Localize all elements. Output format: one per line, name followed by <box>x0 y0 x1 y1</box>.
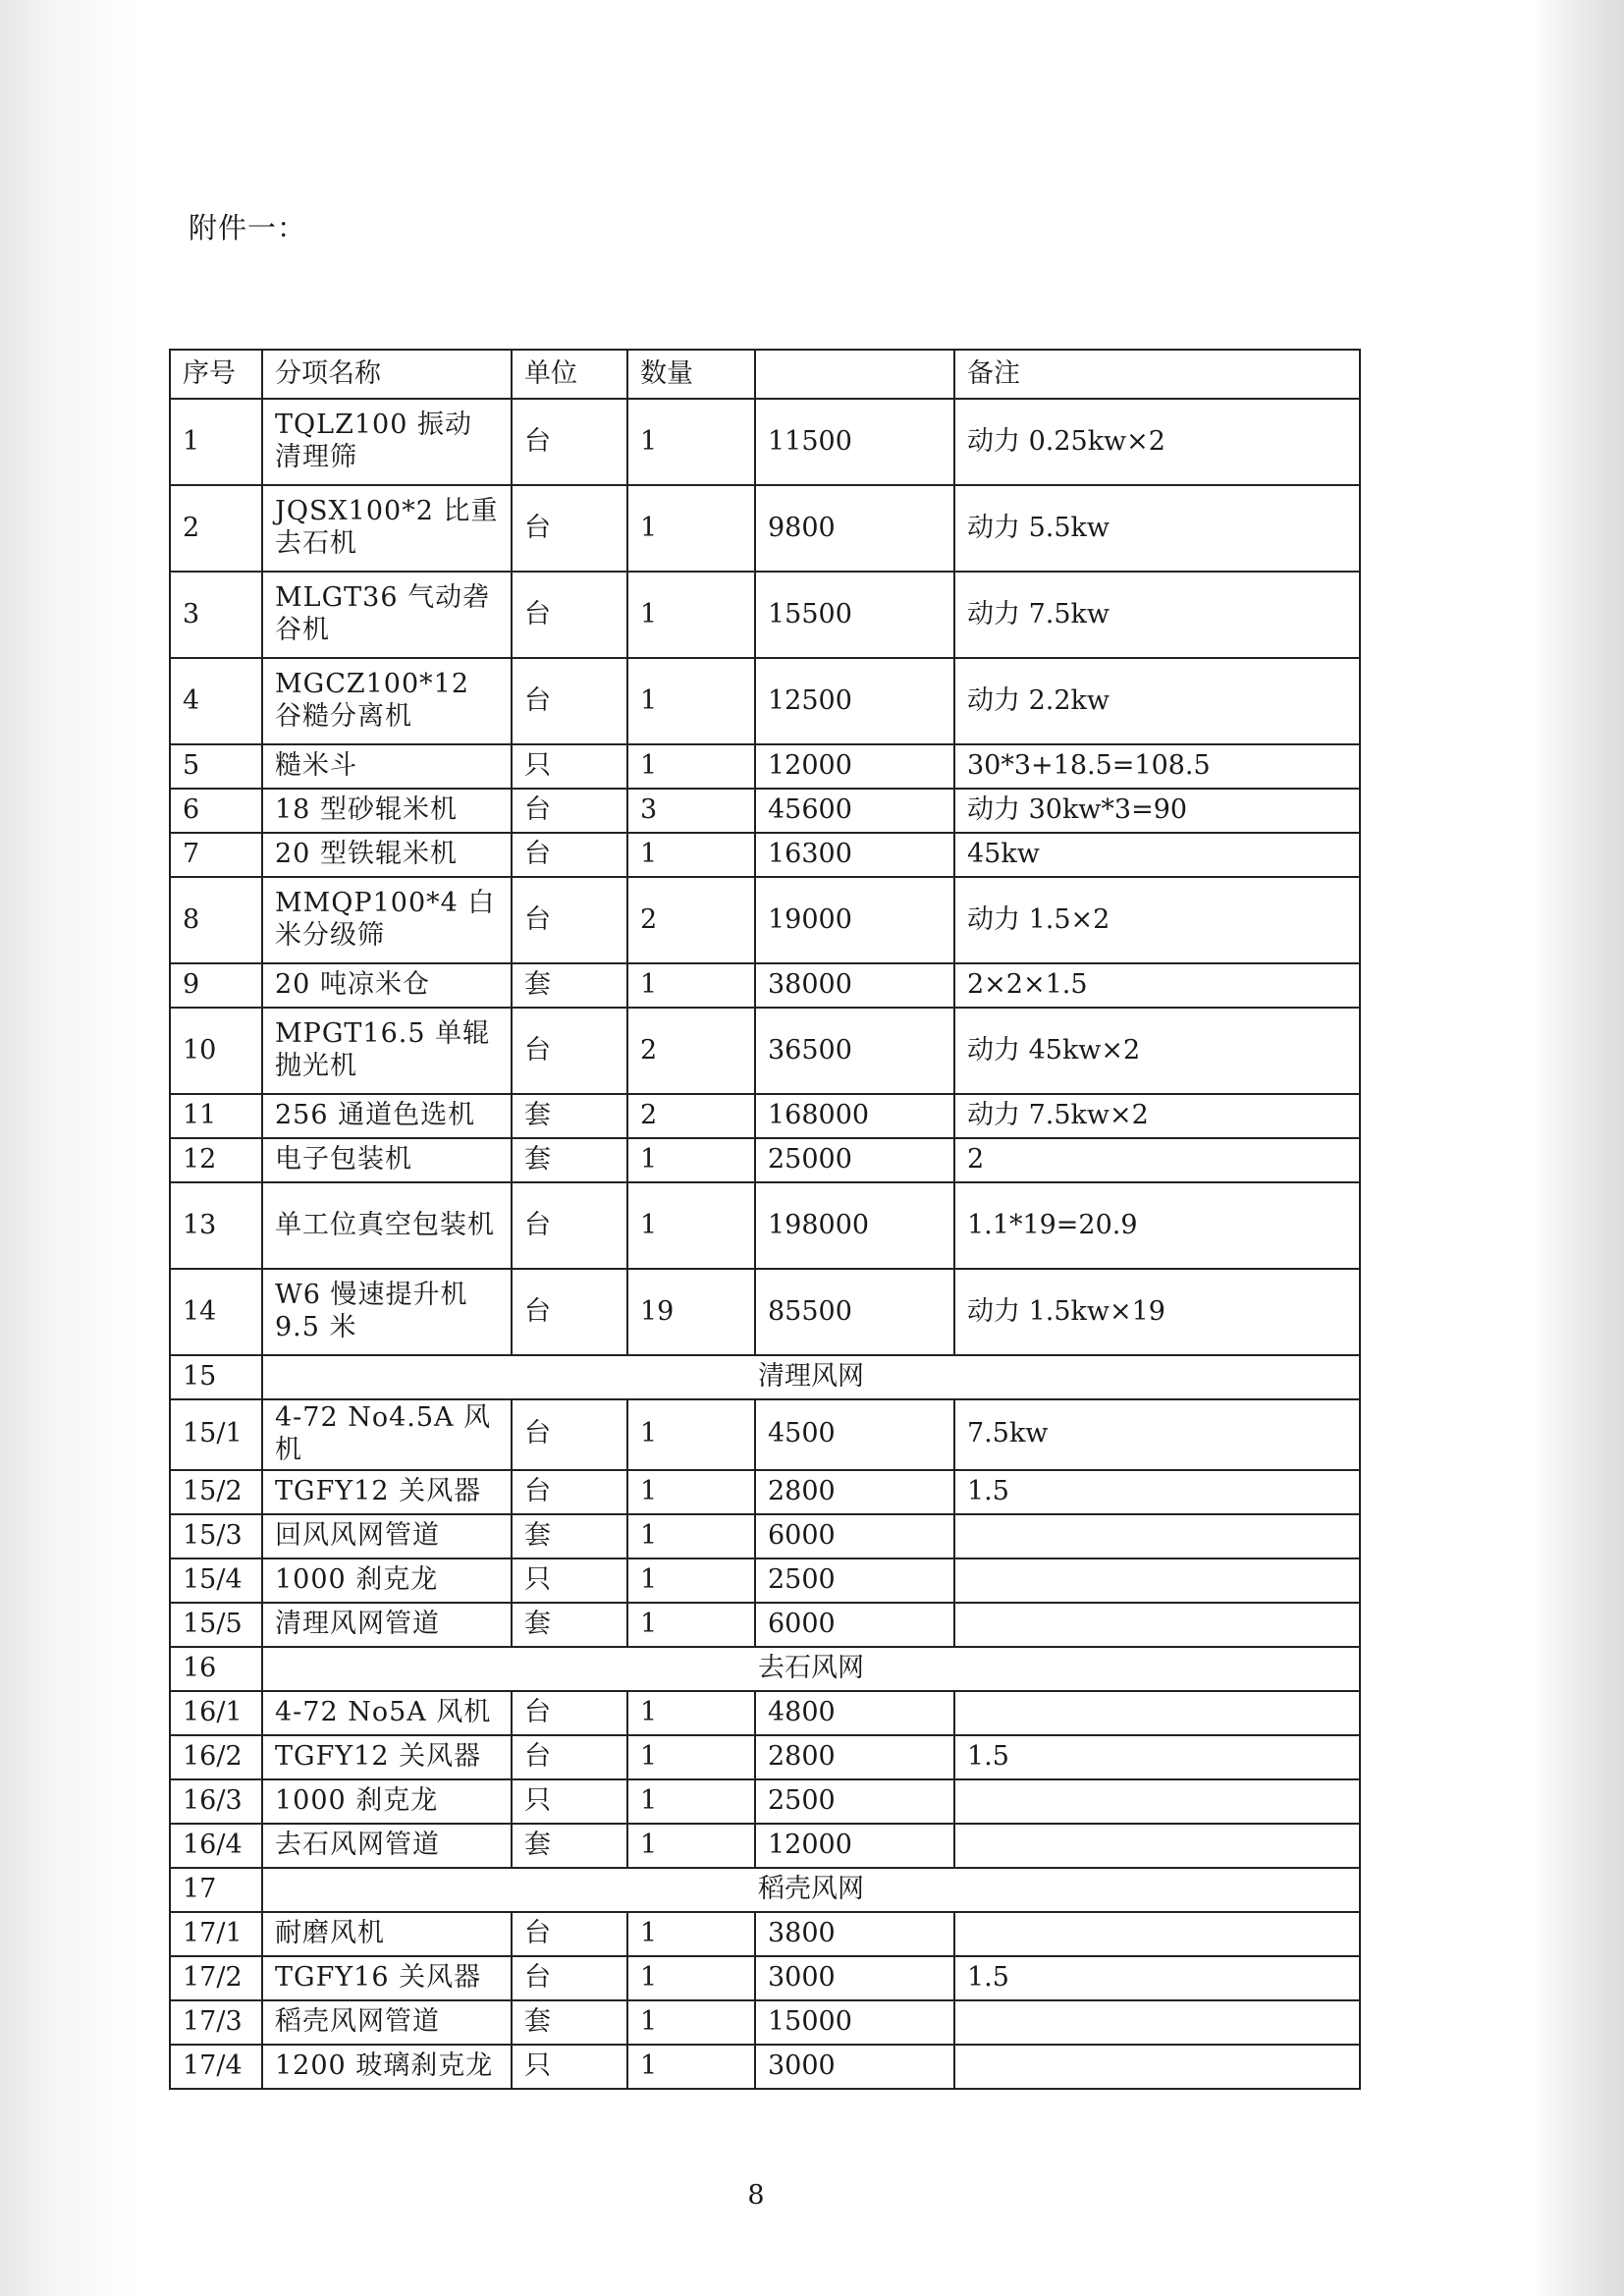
unit: 套 <box>512 963 627 1008</box>
row-number: 17/1 <box>170 1912 262 1956</box>
row-number: 15/1 <box>170 1399 262 1470</box>
row-number: 5 <box>170 744 262 789</box>
row-number: 15/3 <box>170 1514 262 1558</box>
row-number: 11 <box>170 1094 262 1138</box>
row-number: 16/2 <box>170 1735 262 1779</box>
row-number: 16/1 <box>170 1691 262 1735</box>
table-row <box>170 658 1360 744</box>
note: 动力 45kw×2 <box>954 1008 1360 1094</box>
quantity: 1 <box>627 1138 755 1182</box>
unit: 台 <box>512 1956 627 2000</box>
item-name: TGFY16 关风器 <box>262 1956 512 2000</box>
unit: 台 <box>512 1912 627 1956</box>
item-name: 耐磨风机 <box>262 1912 512 1956</box>
quantity: 2 <box>627 1008 755 1094</box>
quantity: 1 <box>627 1514 755 1558</box>
unit: 台 <box>512 572 627 658</box>
row-number: 14 <box>170 1269 262 1355</box>
table-row <box>170 1603 1360 1647</box>
table-row <box>170 1514 1360 1558</box>
item-name: MLGT36 气动砻谷机 <box>262 572 512 658</box>
quantity: 1 <box>627 1824 755 1868</box>
row-number: 7 <box>170 833 262 877</box>
price: 11500 <box>755 399 954 485</box>
note: 45kw <box>954 833 1360 877</box>
note <box>954 1824 1360 1868</box>
price: 36500 <box>755 1008 954 1094</box>
row-number: 15/2 <box>170 1470 262 1514</box>
price: 3000 <box>755 1956 954 2000</box>
quantity: 1 <box>627 1399 755 1470</box>
quantity: 1 <box>627 744 755 789</box>
table-row <box>170 1735 1360 1779</box>
table-row <box>170 1269 1360 1355</box>
price: 9800 <box>755 485 954 572</box>
row-number: 4 <box>170 658 262 744</box>
col-header-note: 备注 <box>954 350 1360 399</box>
quantity: 1 <box>627 2045 755 2089</box>
table-row <box>170 744 1360 789</box>
unit: 台 <box>512 1470 627 1514</box>
item-name: MGCZ100*12 谷糙分离机 <box>262 658 512 744</box>
group-row <box>170 1868 1360 1912</box>
table-row <box>170 833 1360 877</box>
row-number: 9 <box>170 963 262 1008</box>
unit: 台 <box>512 1691 627 1735</box>
quantity: 1 <box>627 485 755 572</box>
item-name: 4-72 No5A 风机 <box>262 1691 512 1735</box>
unit: 台 <box>512 789 627 833</box>
item-name: 电子包装机 <box>262 1138 512 1182</box>
unit: 只 <box>512 1779 627 1824</box>
row-number: 16/3 <box>170 1779 262 1824</box>
unit: 台 <box>512 658 627 744</box>
item-name: 20 吨凉米仓 <box>262 963 512 1008</box>
col-header-name: 分项名称 <box>262 350 512 399</box>
note: 1.1*19=20.9 <box>954 1182 1360 1269</box>
price: 12500 <box>755 658 954 744</box>
col-header-price <box>755 350 954 399</box>
table-row <box>170 1094 1360 1138</box>
note: 动力 7.5kw×2 <box>954 1094 1360 1138</box>
price: 198000 <box>755 1182 954 1269</box>
note: 动力 5.5kw <box>954 485 1360 572</box>
note: 30*3+18.5=108.5 <box>954 744 1360 789</box>
row-number: 15/5 <box>170 1603 262 1647</box>
item-name: 256 通道色选机 <box>262 1094 512 1138</box>
header-row <box>170 350 1360 399</box>
note <box>954 1514 1360 1558</box>
table-row <box>170 963 1360 1008</box>
note <box>954 1779 1360 1824</box>
price: 12000 <box>755 744 954 789</box>
item-name: TQLZ100 振动清理筛 <box>262 399 512 485</box>
table-row <box>170 1182 1360 1269</box>
row-number: 10 <box>170 1008 262 1094</box>
col-header-qty: 数量 <box>627 350 755 399</box>
group-number: 15 <box>170 1355 262 1399</box>
item-name: TGFY12 关风器 <box>262 1470 512 1514</box>
table-row <box>170 572 1360 658</box>
table-row <box>170 399 1360 485</box>
note: 2×2×1.5 <box>954 963 1360 1008</box>
note: 1.5 <box>954 1470 1360 1514</box>
table-row <box>170 1912 1360 1956</box>
price: 168000 <box>755 1094 954 1138</box>
item-name: 稻壳风网管道 <box>262 2000 512 2045</box>
table-row <box>170 789 1360 833</box>
item-name: 去石风网管道 <box>262 1824 512 1868</box>
table-row <box>170 1008 1360 1094</box>
price: 6000 <box>755 1603 954 1647</box>
item-name: 糙米斗 <box>262 744 512 789</box>
col-header-unit: 单位 <box>512 350 627 399</box>
table-row <box>170 2000 1360 2045</box>
quantity: 3 <box>627 789 755 833</box>
equipment-table <box>169 349 1361 2090</box>
table-row <box>170 1824 1360 1868</box>
row-number: 2 <box>170 485 262 572</box>
row-number: 16/4 <box>170 1824 262 1868</box>
item-name: 1000 刹克龙 <box>262 1779 512 1824</box>
note: 2 <box>954 1138 1360 1182</box>
price: 3800 <box>755 1912 954 1956</box>
note <box>954 2000 1360 2045</box>
group-title: 清理风网 <box>262 1355 1360 1399</box>
unit: 套 <box>512 1603 627 1647</box>
item-name: 1200 玻璃刹克龙 <box>262 2045 512 2089</box>
row-number: 15/4 <box>170 1558 262 1603</box>
note <box>954 1691 1360 1735</box>
table-body <box>170 399 1360 2089</box>
row-number: 17/2 <box>170 1956 262 2000</box>
unit: 台 <box>512 1182 627 1269</box>
unit: 套 <box>512 1824 627 1868</box>
note: 动力 2.2kw <box>954 658 1360 744</box>
table-row <box>170 1691 1360 1735</box>
table-row <box>170 1558 1360 1603</box>
item-name: 回风风网管道 <box>262 1514 512 1558</box>
quantity: 1 <box>627 1603 755 1647</box>
group-number: 16 <box>170 1647 262 1691</box>
note: 动力 30kw*3=90 <box>954 789 1360 833</box>
row-number: 17/3 <box>170 2000 262 2045</box>
item-name: 清理风网管道 <box>262 1603 512 1647</box>
unit: 台 <box>512 1735 627 1779</box>
unit: 只 <box>512 2045 627 2089</box>
table-row <box>170 1138 1360 1182</box>
item-name: 20 型铁辊米机 <box>262 833 512 877</box>
price: 85500 <box>755 1269 954 1355</box>
note: 1.5 <box>954 1956 1360 2000</box>
table-row <box>170 1956 1360 2000</box>
unit: 套 <box>512 1094 627 1138</box>
table-row <box>170 877 1360 963</box>
note <box>954 1912 1360 1956</box>
quantity: 1 <box>627 572 755 658</box>
unit: 只 <box>512 1558 627 1603</box>
quantity: 1 <box>627 2000 755 2045</box>
unit: 台 <box>512 877 627 963</box>
price: 4500 <box>755 1399 954 1470</box>
table-row <box>170 2045 1360 2089</box>
quantity: 2 <box>627 1094 755 1138</box>
quantity: 1 <box>627 1470 755 1514</box>
quantity: 1 <box>627 399 755 485</box>
price: 2800 <box>755 1735 954 1779</box>
price: 38000 <box>755 963 954 1008</box>
quantity: 1 <box>627 1735 755 1779</box>
quantity: 1 <box>627 1779 755 1824</box>
unit: 套 <box>512 1514 627 1558</box>
item-name: 18 型砂辊米机 <box>262 789 512 833</box>
note: 1.5 <box>954 1735 1360 1779</box>
quantity: 1 <box>627 1558 755 1603</box>
item-name: TGFY12 关风器 <box>262 1735 512 1779</box>
note: 动力 0.25kw×2 <box>954 399 1360 485</box>
table-row <box>170 485 1360 572</box>
page-number: 8 <box>747 2180 765 2211</box>
note <box>954 1558 1360 1603</box>
quantity: 1 <box>627 1956 755 2000</box>
note: 动力 1.5kw×19 <box>954 1269 1360 1355</box>
price: 6000 <box>755 1514 954 1558</box>
unit: 台 <box>512 399 627 485</box>
row-number: 3 <box>170 572 262 658</box>
note: 7.5kw <box>954 1399 1360 1470</box>
unit: 台 <box>512 485 627 572</box>
group-number: 17 <box>170 1868 262 1912</box>
quantity: 1 <box>627 1912 755 1956</box>
price: 2500 <box>755 1558 954 1603</box>
price: 4800 <box>755 1691 954 1735</box>
quantity: 2 <box>627 877 755 963</box>
group-row <box>170 1647 1360 1691</box>
row-number: 1 <box>170 399 262 485</box>
quantity: 1 <box>627 833 755 877</box>
price: 2800 <box>755 1470 954 1514</box>
item-name: 单工位真空包装机 <box>262 1182 512 1269</box>
attachment-heading: 附件一： <box>189 211 307 245</box>
note <box>954 1603 1360 1647</box>
unit: 台 <box>512 1008 627 1094</box>
col-header-no: 序号 <box>170 350 262 399</box>
note <box>954 2045 1360 2089</box>
unit: 台 <box>512 1399 627 1470</box>
price: 12000 <box>755 1824 954 1868</box>
quantity: 1 <box>627 1182 755 1269</box>
group-row <box>170 1355 1360 1399</box>
price: 19000 <box>755 877 954 963</box>
group-title: 去石风网 <box>262 1647 1360 1691</box>
unit: 套 <box>512 2000 627 2045</box>
item-name: MPGT16.5 单辊抛光机 <box>262 1008 512 1094</box>
item-name: 4-72 No4.5A 风机 <box>262 1399 512 1470</box>
quantity: 19 <box>627 1269 755 1355</box>
row-number: 17/4 <box>170 2045 262 2089</box>
item-name: MMQP100*4 白米分级筛 <box>262 877 512 963</box>
note: 动力 1.5×2 <box>954 877 1360 963</box>
price: 16300 <box>755 833 954 877</box>
price: 3000 <box>755 2045 954 2089</box>
row-number: 12 <box>170 1138 262 1182</box>
quantity: 1 <box>627 658 755 744</box>
note: 动力 7.5kw <box>954 572 1360 658</box>
table-row <box>170 1399 1360 1470</box>
price: 15000 <box>755 2000 954 2045</box>
price: 45600 <box>755 789 954 833</box>
item-name: W6 慢速提升机 9.5 米 <box>262 1269 512 1355</box>
row-number: 13 <box>170 1182 262 1269</box>
price: 15500 <box>755 572 954 658</box>
unit: 套 <box>512 1138 627 1182</box>
unit: 台 <box>512 1269 627 1355</box>
table-row <box>170 1779 1360 1824</box>
unit: 台 <box>512 833 627 877</box>
table-row <box>170 1470 1360 1514</box>
row-number: 8 <box>170 877 262 963</box>
group-title: 稻壳风网 <box>262 1868 1360 1912</box>
unit: 只 <box>512 744 627 789</box>
item-name: 1000 刹克龙 <box>262 1558 512 1603</box>
price: 25000 <box>755 1138 954 1182</box>
quantity: 1 <box>627 963 755 1008</box>
quantity: 1 <box>627 1691 755 1735</box>
price: 2500 <box>755 1779 954 1824</box>
row-number: 6 <box>170 789 262 833</box>
item-name: JQSX100*2 比重去石机 <box>262 485 512 572</box>
